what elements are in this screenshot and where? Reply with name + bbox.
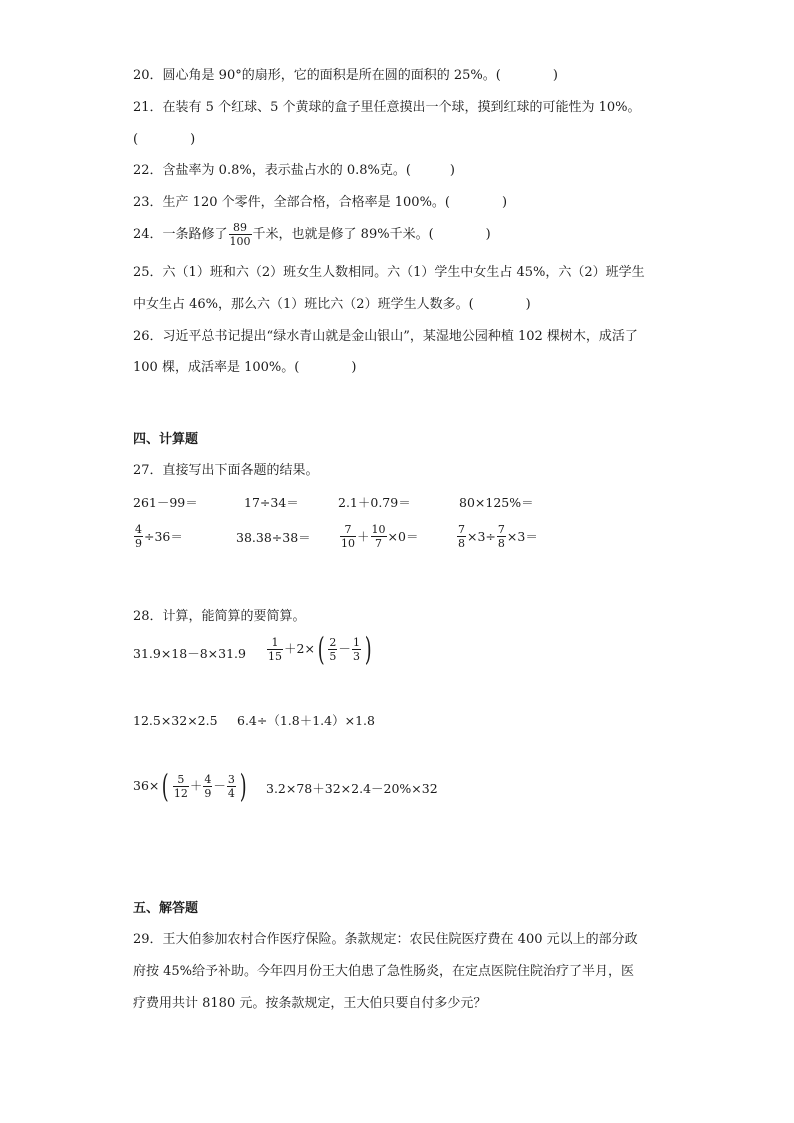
- calc-28a: 31.9×18－8×31.9: [133, 646, 246, 661]
- question-28-prompt: 28．计算，能简算的要简算。: [133, 609, 306, 624]
- calc-27d: 80×125%＝: [459, 495, 534, 510]
- calc-27f: 38.38÷38＝: [236, 530, 311, 545]
- question-29-line3: 疗费用共计 8180 元。按条款规定，王大伯只要自付多少元？: [133, 996, 487, 1011]
- calc-28d: 6.4÷（1.8＋1.4）×1.8: [237, 713, 375, 728]
- question-21: 21．在装有 5 个红球、5 个黄球的盒子里任意摸出一个球，摸到红球的可能性为 10%。: [133, 100, 641, 115]
- question-26-line2: 100 棵，成活率是 100%。( ): [133, 360, 357, 375]
- question-25-line2: 中女生占 46%，那么六（1）班比六（2）班学生人数多。( ): [133, 297, 531, 312]
- question-21-blank: ( ): [133, 132, 196, 147]
- question-29-line1: 29．王大伯参加农村合作医疗保险。条款规定：农民住院医疗费在 400 元以上的部分政: [133, 932, 638, 947]
- calc-28f: 3.2×78＋32×2.4－20%×32: [266, 781, 438, 796]
- question-22: 22．含盐率为 0.8%，表示盐占水的 0.8%克。( ): [133, 163, 456, 178]
- calc-27e: $\frac{4}{9}$ ÷36＝: [135, 523, 183, 550]
- calc-28b: $\frac{1}{15}$ ＋2× ( $\frac{2}{5}$ － $\frac{1}{3}$ ): [268, 630, 372, 668]
- question-27-prompt: 27．直接写出下面各题的结果。: [133, 463, 319, 478]
- calc-27a: 261－99＝: [133, 495, 198, 510]
- q24-fraction: $\frac{89}{100}$: [229, 221, 251, 248]
- calc-27c: 2.1＋0.79＝: [338, 495, 411, 510]
- calc-27b: 17÷34＝: [244, 495, 299, 510]
- question-25-line1: 25．六（1）班和六（2）班女生人数相同。六（1）学生中女生占 45%，六（2）班学生: [133, 265, 645, 280]
- question-20: 20．圆心角是 90°的扇形，它的面积是所在圆的面积的 25%。( ): [133, 68, 558, 83]
- calc-27h: $\frac{7}{8}$ ×3÷ $\frac{7}{8}$ ×3＝: [458, 523, 538, 550]
- section-5-heading: 五、解答题: [133, 901, 199, 916]
- q24-prefix: 24．一条路修了: [133, 226, 228, 242]
- question-29-line2: 府按 45%给予补助。今年四月份王大伯患了急性肠炎，在定点医院住院治疗了半月，医: [133, 964, 635, 979]
- calc-28e: 36× ( $\frac{5}{12}$ ＋ $\frac{4}{9}$ － $\frac{3}{4}$ ): [133, 767, 247, 805]
- question-26-line1: 26．习近平总书记提出“绿水青山就是金山银山”，某湿地公园种植 102 棵树木，成活了: [133, 329, 638, 344]
- calc-28c: 12.5×32×2.5: [133, 713, 218, 728]
- q24-suffix: 千米，也就是修了 89%千米。( ): [252, 226, 491, 242]
- question-24: [133, 221, 491, 248]
- question-23: 23．生产 120 个零件，全部合格，合格率是 100%。( ): [133, 195, 508, 210]
- section-4-heading: 四、计算题: [133, 432, 199, 447]
- calc-27g: $\frac{7}{10}$ ＋ $\frac{10}{7}$ ×0＝: [341, 523, 419, 550]
